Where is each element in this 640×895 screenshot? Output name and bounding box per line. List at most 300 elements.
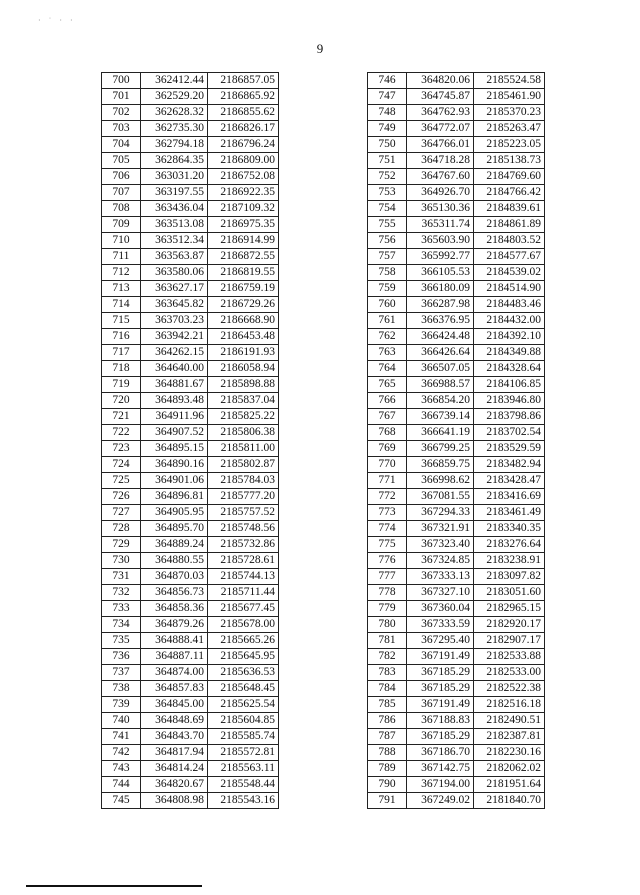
table-row <box>368 665 545 681</box>
x-coordinate-cell: 367333.59 <box>407 617 474 633</box>
x-coordinate-cell: 367191.49 <box>407 649 474 665</box>
table-row <box>368 681 545 697</box>
y-coordinate-cell: 2185572.81 <box>208 745 279 761</box>
x-coordinate-cell: 367324.85 <box>407 553 474 569</box>
point-number-cell: 741 <box>102 729 141 745</box>
x-coordinate-cell: 364901.06 <box>141 473 208 489</box>
point-number-cell: 701 <box>102 89 141 105</box>
y-coordinate-cell: 2186752.08 <box>208 169 279 185</box>
y-coordinate-cell: 2186191.93 <box>208 345 279 361</box>
point-number-cell: 731 <box>102 569 141 585</box>
table-row <box>368 601 545 617</box>
footnote-rule <box>26 885 202 887</box>
point-number-cell: 747 <box>368 89 407 105</box>
x-coordinate-cell: 364845.00 <box>141 697 208 713</box>
y-coordinate-cell: 2186819.55 <box>208 265 279 281</box>
table-row <box>368 217 545 233</box>
point-number-cell: 712 <box>102 265 141 281</box>
table-row <box>102 313 279 329</box>
table-row <box>102 569 279 585</box>
y-coordinate-cell: 2185648.45 <box>208 681 279 697</box>
y-coordinate-cell: 2187109.32 <box>208 201 279 217</box>
table-row <box>102 425 279 441</box>
y-coordinate-cell: 2186759.19 <box>208 281 279 297</box>
table-row <box>102 361 279 377</box>
x-coordinate-cell: 366641.19 <box>407 425 474 441</box>
x-coordinate-cell: 364895.70 <box>141 521 208 537</box>
x-coordinate-cell: 364911.96 <box>141 409 208 425</box>
point-number-cell: 736 <box>102 649 141 665</box>
point-number-cell: 748 <box>368 105 407 121</box>
x-coordinate-cell: 363703.23 <box>141 313 208 329</box>
x-coordinate-cell: 362529.20 <box>141 89 208 105</box>
table-row <box>368 89 545 105</box>
y-coordinate-cell: 2182920.17 <box>474 617 545 633</box>
y-coordinate-cell: 2183340.35 <box>474 521 545 537</box>
y-coordinate-cell: 2183702.54 <box>474 425 545 441</box>
x-coordinate-cell: 367191.49 <box>407 697 474 713</box>
table-row <box>368 169 545 185</box>
scan-artifact: · ˙ · · <box>38 16 76 25</box>
table-row <box>102 409 279 425</box>
point-number-cell: 770 <box>368 457 407 473</box>
point-number-cell: 743 <box>102 761 141 777</box>
x-coordinate-cell: 367186.70 <box>407 745 474 761</box>
table-row <box>368 329 545 345</box>
y-coordinate-cell: 2185784.03 <box>208 473 279 489</box>
table-row <box>368 633 545 649</box>
x-coordinate-cell: 367081.55 <box>407 489 474 505</box>
point-number-cell: 781 <box>368 633 407 649</box>
y-coordinate-cell: 2185223.05 <box>474 137 545 153</box>
point-number-cell: 772 <box>368 489 407 505</box>
point-number-cell: 778 <box>368 585 407 601</box>
table-row <box>368 105 545 121</box>
point-number-cell: 700 <box>102 73 141 89</box>
x-coordinate-cell: 364858.36 <box>141 601 208 617</box>
y-coordinate-cell: 2185711.44 <box>208 585 279 601</box>
x-coordinate-cell: 362794.18 <box>141 137 208 153</box>
table-row <box>368 745 545 761</box>
y-coordinate-cell: 2185370.23 <box>474 105 545 121</box>
table-row <box>368 441 545 457</box>
y-coordinate-cell: 2184839.61 <box>474 201 545 217</box>
y-coordinate-cell: 2185802.87 <box>208 457 279 473</box>
y-coordinate-cell: 2185837.04 <box>208 393 279 409</box>
x-coordinate-cell: 367327.10 <box>407 585 474 601</box>
table-row <box>102 617 279 633</box>
table-row <box>102 473 279 489</box>
point-number-cell: 783 <box>368 665 407 681</box>
point-number-cell: 791 <box>368 793 407 809</box>
x-coordinate-cell: 365311.74 <box>407 217 474 233</box>
point-number-cell: 750 <box>368 137 407 153</box>
x-coordinate-cell: 364262.15 <box>141 345 208 361</box>
table-row <box>368 281 545 297</box>
y-coordinate-cell: 2186857.05 <box>208 73 279 89</box>
y-coordinate-cell: 2186975.35 <box>208 217 279 233</box>
y-coordinate-cell: 2185548.44 <box>208 777 279 793</box>
point-number-cell: 787 <box>368 729 407 745</box>
table-row <box>102 761 279 777</box>
y-coordinate-cell: 2183097.82 <box>474 569 545 585</box>
y-coordinate-cell: 2182516.18 <box>474 697 545 713</box>
x-coordinate-cell: 364762.93 <box>407 105 474 121</box>
x-coordinate-cell: 365130.36 <box>407 201 474 217</box>
y-coordinate-cell: 2183461.49 <box>474 505 545 521</box>
y-coordinate-cell: 2185563.11 <box>208 761 279 777</box>
point-number-cell: 726 <box>102 489 141 505</box>
x-coordinate-cell: 364896.81 <box>141 489 208 505</box>
table-row <box>368 569 545 585</box>
table-row <box>102 297 279 313</box>
point-number-cell: 775 <box>368 537 407 553</box>
table-row <box>368 617 545 633</box>
table-row <box>368 73 545 89</box>
point-number-cell: 722 <box>102 425 141 441</box>
y-coordinate-cell: 2185585.74 <box>208 729 279 745</box>
y-coordinate-cell: 2182522.38 <box>474 681 545 697</box>
point-number-cell: 702 <box>102 105 141 121</box>
x-coordinate-cell: 363942.21 <box>141 329 208 345</box>
point-number-cell: 760 <box>368 297 407 313</box>
point-number-cell: 709 <box>102 217 141 233</box>
table-row <box>102 649 279 665</box>
x-coordinate-cell: 364905.95 <box>141 505 208 521</box>
table-row <box>368 489 545 505</box>
point-number-cell: 752 <box>368 169 407 185</box>
point-number-cell: 746 <box>368 73 407 89</box>
y-coordinate-cell: 2185732.86 <box>208 537 279 553</box>
point-number-cell: 718 <box>102 361 141 377</box>
x-coordinate-cell: 364767.60 <box>407 169 474 185</box>
table-row <box>368 137 545 153</box>
x-coordinate-cell: 366998.62 <box>407 473 474 489</box>
table-row <box>368 537 545 553</box>
table-row <box>368 585 545 601</box>
y-coordinate-cell: 2185728.61 <box>208 553 279 569</box>
y-coordinate-cell: 2185604.85 <box>208 713 279 729</box>
point-number-cell: 766 <box>368 393 407 409</box>
table-row <box>102 537 279 553</box>
y-coordinate-cell: 2186922.35 <box>208 185 279 201</box>
point-number-cell: 737 <box>102 665 141 681</box>
x-coordinate-cell: 364879.26 <box>141 617 208 633</box>
point-number-cell: 745 <box>102 793 141 809</box>
table-row <box>102 713 279 729</box>
point-number-cell: 751 <box>368 153 407 169</box>
point-number-cell: 771 <box>368 473 407 489</box>
x-coordinate-cell: 366287.98 <box>407 297 474 313</box>
y-coordinate-cell: 2185461.90 <box>474 89 545 105</box>
y-coordinate-cell: 2181951.64 <box>474 777 545 793</box>
point-number-cell: 763 <box>368 345 407 361</box>
table-row <box>368 409 545 425</box>
y-coordinate-cell: 2184861.89 <box>474 217 545 233</box>
y-coordinate-cell: 2184432.00 <box>474 313 545 329</box>
x-coordinate-cell: 367185.29 <box>407 681 474 697</box>
table-row <box>102 793 279 809</box>
x-coordinate-cell: 366507.05 <box>407 361 474 377</box>
table-row <box>368 425 545 441</box>
y-coordinate-cell: 2184328.64 <box>474 361 545 377</box>
x-coordinate-cell: 364890.16 <box>141 457 208 473</box>
point-number-cell: 779 <box>368 601 407 617</box>
table-row <box>102 281 279 297</box>
table-row <box>102 169 279 185</box>
y-coordinate-cell: 2184539.02 <box>474 265 545 281</box>
table-row <box>102 681 279 697</box>
point-number-cell: 715 <box>102 313 141 329</box>
y-coordinate-cell: 2185806.38 <box>208 425 279 441</box>
point-number-cell: 728 <box>102 521 141 537</box>
point-number-cell: 776 <box>368 553 407 569</box>
point-number-cell: 707 <box>102 185 141 201</box>
point-number-cell: 734 <box>102 617 141 633</box>
point-number-cell: 754 <box>368 201 407 217</box>
y-coordinate-cell: 2182965.15 <box>474 601 545 617</box>
x-coordinate-cell: 363627.17 <box>141 281 208 297</box>
point-number-cell: 790 <box>368 777 407 793</box>
table-row <box>368 553 545 569</box>
point-number-cell: 759 <box>368 281 407 297</box>
point-number-cell: 786 <box>368 713 407 729</box>
table-row <box>102 697 279 713</box>
y-coordinate-cell: 2185524.58 <box>474 73 545 89</box>
table-row <box>368 377 545 393</box>
point-number-cell: 711 <box>102 249 141 265</box>
x-coordinate-cell: 364820.06 <box>407 73 474 89</box>
x-coordinate-cell: 362735.30 <box>141 121 208 137</box>
x-coordinate-cell: 367249.02 <box>407 793 474 809</box>
x-coordinate-cell: 367188.83 <box>407 713 474 729</box>
x-coordinate-cell: 364887.11 <box>141 649 208 665</box>
x-coordinate-cell: 364907.52 <box>141 425 208 441</box>
x-coordinate-cell: 364870.03 <box>141 569 208 585</box>
table-row <box>102 73 279 89</box>
table-row <box>102 665 279 681</box>
x-coordinate-cell: 364874.00 <box>141 665 208 681</box>
point-number-cell: 713 <box>102 281 141 297</box>
point-number-cell: 753 <box>368 185 407 201</box>
table-row <box>368 393 545 409</box>
y-coordinate-cell: 2185678.00 <box>208 617 279 633</box>
point-number-cell: 782 <box>368 649 407 665</box>
x-coordinate-cell: 364880.55 <box>141 553 208 569</box>
point-number-cell: 740 <box>102 713 141 729</box>
y-coordinate-cell: 2182533.00 <box>474 665 545 681</box>
x-coordinate-cell: 363436.04 <box>141 201 208 217</box>
x-coordinate-cell: 364772.07 <box>407 121 474 137</box>
coordinates-table-right-body <box>368 73 545 809</box>
point-number-cell: 727 <box>102 505 141 521</box>
y-coordinate-cell: 2182387.81 <box>474 729 545 745</box>
table-row <box>368 729 545 745</box>
point-number-cell: 774 <box>368 521 407 537</box>
table-row <box>102 457 279 473</box>
x-coordinate-cell: 367185.29 <box>407 729 474 745</box>
table-row <box>102 233 279 249</box>
point-number-cell: 784 <box>368 681 407 697</box>
page-number: 9 <box>316 41 324 56</box>
table-row <box>102 633 279 649</box>
x-coordinate-cell: 366105.53 <box>407 265 474 281</box>
table-row <box>368 521 545 537</box>
table-row <box>368 233 545 249</box>
x-coordinate-cell: 367321.91 <box>407 521 474 537</box>
table-row <box>102 121 279 137</box>
x-coordinate-cell: 364889.24 <box>141 537 208 553</box>
y-coordinate-cell: 2184483.46 <box>474 297 545 313</box>
x-coordinate-cell: 364640.00 <box>141 361 208 377</box>
y-coordinate-cell: 2182907.17 <box>474 633 545 649</box>
point-number-cell: 729 <box>102 537 141 553</box>
x-coordinate-cell: 364820.67 <box>141 777 208 793</box>
point-number-cell: 757 <box>368 249 407 265</box>
x-coordinate-cell: 362412.44 <box>141 73 208 89</box>
point-number-cell: 705 <box>102 153 141 169</box>
y-coordinate-cell: 2185757.52 <box>208 505 279 521</box>
x-coordinate-cell: 366426.64 <box>407 345 474 361</box>
y-coordinate-cell: 2186914.99 <box>208 233 279 249</box>
y-coordinate-cell: 2184514.90 <box>474 281 545 297</box>
x-coordinate-cell: 364856.73 <box>141 585 208 601</box>
y-coordinate-cell: 2185645.95 <box>208 649 279 665</box>
y-coordinate-cell: 2185748.56 <box>208 521 279 537</box>
point-number-cell: 723 <box>102 441 141 457</box>
x-coordinate-cell: 364808.98 <box>141 793 208 809</box>
table-row <box>102 105 279 121</box>
y-coordinate-cell: 2182230.16 <box>474 745 545 761</box>
point-number-cell: 739 <box>102 697 141 713</box>
point-number-cell: 733 <box>102 601 141 617</box>
table-row <box>368 473 545 489</box>
x-coordinate-cell: 364718.28 <box>407 153 474 169</box>
table-row <box>368 345 545 361</box>
point-number-cell: 762 <box>368 329 407 345</box>
y-coordinate-cell: 2184803.52 <box>474 233 545 249</box>
x-coordinate-cell: 364926.70 <box>407 185 474 201</box>
point-number-cell: 720 <box>102 393 141 409</box>
point-number-cell: 785 <box>368 697 407 713</box>
x-coordinate-cell: 367142.75 <box>407 761 474 777</box>
point-number-cell: 738 <box>102 681 141 697</box>
y-coordinate-cell: 2185825.22 <box>208 409 279 425</box>
table-row <box>102 393 279 409</box>
x-coordinate-cell: 364857.83 <box>141 681 208 697</box>
table-row <box>102 441 279 457</box>
y-coordinate-cell: 2185898.88 <box>208 377 279 393</box>
y-coordinate-cell: 2184769.60 <box>474 169 545 185</box>
y-coordinate-cell: 2185777.20 <box>208 489 279 505</box>
table-row <box>368 265 545 281</box>
x-coordinate-cell: 367294.33 <box>407 505 474 521</box>
point-number-cell: 765 <box>368 377 407 393</box>
point-number-cell: 761 <box>368 313 407 329</box>
table-row <box>102 217 279 233</box>
y-coordinate-cell: 2183946.80 <box>474 393 545 409</box>
x-coordinate-cell: 363031.20 <box>141 169 208 185</box>
y-coordinate-cell: 2184349.88 <box>474 345 545 361</box>
coordinates-table-left <box>101 72 279 809</box>
point-number-cell: 744 <box>102 777 141 793</box>
y-coordinate-cell: 2186796.24 <box>208 137 279 153</box>
x-coordinate-cell: 366854.20 <box>407 393 474 409</box>
x-coordinate-cell: 363563.87 <box>141 249 208 265</box>
y-coordinate-cell: 2185138.73 <box>474 153 545 169</box>
y-coordinate-cell: 2183416.69 <box>474 489 545 505</box>
y-coordinate-cell: 2184106.85 <box>474 377 545 393</box>
x-coordinate-cell: 364848.69 <box>141 713 208 729</box>
x-coordinate-cell: 364895.15 <box>141 441 208 457</box>
point-number-cell: 789 <box>368 761 407 777</box>
point-number-cell: 719 <box>102 377 141 393</box>
y-coordinate-cell: 2183798.86 <box>474 409 545 425</box>
y-coordinate-cell: 2185665.26 <box>208 633 279 649</box>
y-coordinate-cell: 2186855.62 <box>208 105 279 121</box>
point-number-cell: 769 <box>368 441 407 457</box>
table-row <box>368 201 545 217</box>
point-number-cell: 730 <box>102 553 141 569</box>
table-row <box>102 153 279 169</box>
table-row <box>368 793 545 809</box>
table-row <box>368 505 545 521</box>
y-coordinate-cell: 2184766.42 <box>474 185 545 201</box>
table-row <box>102 521 279 537</box>
x-coordinate-cell: 366180.09 <box>407 281 474 297</box>
point-number-cell: 764 <box>368 361 407 377</box>
point-number-cell: 756 <box>368 233 407 249</box>
point-number-cell: 768 <box>368 425 407 441</box>
table-row <box>102 601 279 617</box>
x-coordinate-cell: 366988.57 <box>407 377 474 393</box>
x-coordinate-cell: 364881.67 <box>141 377 208 393</box>
table-row <box>102 249 279 265</box>
y-coordinate-cell: 2185811.00 <box>208 441 279 457</box>
coordinates-table-right <box>367 72 545 809</box>
y-coordinate-cell: 2185625.54 <box>208 697 279 713</box>
x-coordinate-cell: 364745.87 <box>407 89 474 105</box>
x-coordinate-cell: 367333.13 <box>407 569 474 585</box>
y-coordinate-cell: 2186865.92 <box>208 89 279 105</box>
y-coordinate-cell: 2183428.47 <box>474 473 545 489</box>
y-coordinate-cell: 2184392.10 <box>474 329 545 345</box>
point-number-cell: 708 <box>102 201 141 217</box>
point-number-cell: 703 <box>102 121 141 137</box>
table-row <box>102 729 279 745</box>
y-coordinate-cell: 2184577.67 <box>474 249 545 265</box>
point-number-cell: 742 <box>102 745 141 761</box>
table-row <box>102 377 279 393</box>
y-coordinate-cell: 2182490.51 <box>474 713 545 729</box>
x-coordinate-cell: 366859.75 <box>407 457 474 473</box>
table-row <box>368 153 545 169</box>
y-coordinate-cell: 2182533.88 <box>474 649 545 665</box>
table-row <box>102 745 279 761</box>
table-row <box>102 329 279 345</box>
table-row <box>102 489 279 505</box>
point-number-cell: 758 <box>368 265 407 281</box>
table-row <box>368 361 545 377</box>
x-coordinate-cell: 363513.08 <box>141 217 208 233</box>
x-coordinate-cell: 364817.94 <box>141 745 208 761</box>
point-number-cell: 716 <box>102 329 141 345</box>
y-coordinate-cell: 2183276.64 <box>474 537 545 553</box>
y-coordinate-cell: 2182062.02 <box>474 761 545 777</box>
x-coordinate-cell: 366424.48 <box>407 329 474 345</box>
table-row <box>368 249 545 265</box>
table-row <box>368 121 545 137</box>
